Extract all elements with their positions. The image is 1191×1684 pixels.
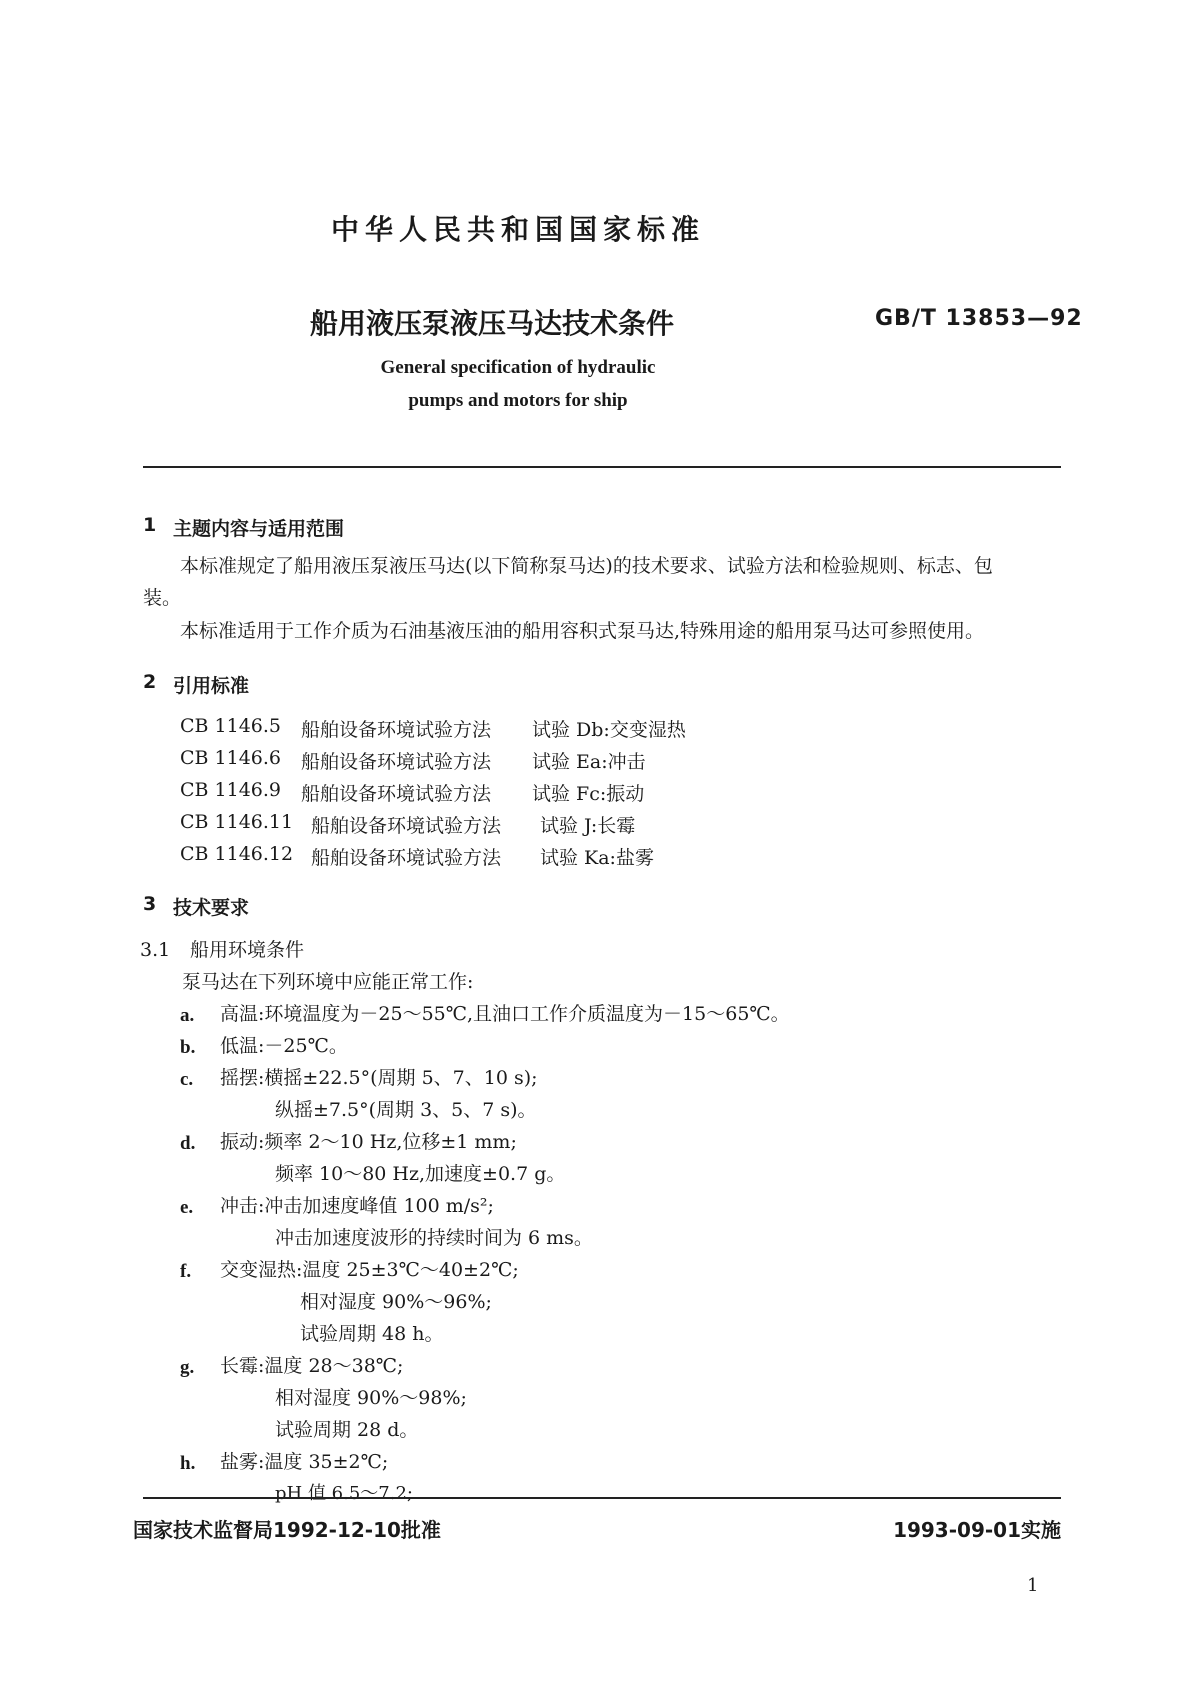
item-h-line-2: pH 值 6.5～7.2; <box>275 1483 413 1504</box>
reference-row <box>180 811 740 837</box>
item-a-line-1: 高温:环境温度为－25～55℃,且油口工作介质温度为－15～65℃。 <box>220 1003 790 1025</box>
reference-name: 船舶设备环境试验方法 <box>301 783 492 805</box>
item-letter-e: e. <box>180 1197 194 1218</box>
header-divider <box>143 466 1061 468</box>
section-3-heading <box>143 893 443 919</box>
reference-name: 船舶设备环境试验方法 <box>311 815 502 837</box>
reference-row <box>180 715 740 741</box>
subsection-3-1-number: 3.1 <box>140 939 171 961</box>
item-e-line-2: 冲击加速度波形的持续时间为 6 ms。 <box>275 1227 593 1249</box>
item-letter-c: c. <box>180 1069 194 1090</box>
reference-name: 船舶设备环境试验方法 <box>311 847 502 869</box>
implementation-date: 1993-09-01实施 <box>893 1518 1061 1542</box>
english-title-line-2: pumps and motors for ship <box>408 390 628 411</box>
section-2-number: 2 <box>143 671 157 693</box>
doc-title: 船用液压泵液压马达技术条件 <box>310 307 675 340</box>
item-f-line-3: 试验周期 48 h。 <box>300 1323 444 1345</box>
subsection-3-1-heading <box>140 941 440 963</box>
approval-statement: 国家技术监督局1992-12-10批准 <box>133 1518 441 1542</box>
item-letter-b: b. <box>180 1037 196 1058</box>
item-d-line-1: 振动:频率 2～10 Hz,位移±1 mm; <box>220 1131 517 1153</box>
item-b-line-1: 低温:－25℃。 <box>220 1035 348 1057</box>
item-c-line-1: 摇摆:横摇±22.5°(周期 5、7、10 s); <box>220 1067 538 1089</box>
reference-code: CB 1146.6 <box>180 747 282 769</box>
reference-test: 试验 Ka:盐雾 <box>540 847 654 869</box>
reference-test: 试验 Db:交变湿热 <box>532 719 686 741</box>
reference-code: CB 1146.11 <box>180 811 294 833</box>
english-title-line-1: General specification of hydraulic <box>380 357 656 378</box>
item-g-line-1: 长霉:温度 28～38℃; <box>220 1355 404 1377</box>
section-1-paragraph-1-line-2: 装。 <box>143 587 182 609</box>
item-g-line-3: 试验周期 28 d。 <box>275 1419 419 1441</box>
item-h-line-1: 盐雾:温度 35±2℃; <box>220 1451 389 1473</box>
item-letter-h: h. <box>180 1453 196 1474</box>
reference-code: CB 1146.12 <box>180 843 294 865</box>
section-1-title: 主题内容与适用范围 <box>173 518 345 540</box>
reference-name: 船舶设备环境试验方法 <box>301 719 492 741</box>
item-d-line-2: 频率 10～80 Hz,加速度±0.7 g。 <box>275 1163 566 1185</box>
item-letter-d: d. <box>180 1133 196 1154</box>
reference-name: 船舶设备环境试验方法 <box>301 751 492 773</box>
reference-test: 试验 Ea:冲击 <box>532 751 646 773</box>
section-1-paragraph-2: 本标准适用于工作介质为石油基液压油的船用容积式泵马达,特殊用途的船用泵马达可参照使用。 <box>180 620 985 642</box>
page-number: 1 <box>1027 1575 1039 1596</box>
reference-row <box>180 747 740 773</box>
section-3-title: 技术要求 <box>173 897 250 919</box>
item-letter-a: a. <box>180 1005 195 1026</box>
subsection-3-1-intro: 泵马达在下列环境中应能正常工作: <box>182 971 474 993</box>
section-1-heading <box>143 514 543 540</box>
reference-test: 试验 Fc:振动 <box>532 783 645 805</box>
org-title: 中华人民共和国国家标准 <box>330 213 705 246</box>
section-1-paragraph-1-line-1: 本标准规定了船用液压泵液压马达(以下简称泵马达)的技术要求、试验方法和检验规则、标志、包 <box>180 555 993 577</box>
item-g-line-2: 相对湿度 90%～98%; <box>275 1387 467 1409</box>
subsection-3-1-title: 船用环境条件 <box>190 939 305 961</box>
reference-code: CB 1146.5 <box>180 715 282 737</box>
item-e-line-1: 冲击:冲击加速度峰值 100 m/s²; <box>220 1195 494 1217</box>
reference-code: CB 1146.9 <box>180 779 282 801</box>
footer-divider <box>143 1497 1061 1499</box>
reference-row <box>180 779 740 805</box>
section-1-number: 1 <box>143 514 157 536</box>
item-letter-f: f. <box>180 1261 192 1282</box>
item-f-line-2: 相对湿度 90%～96%; <box>300 1291 492 1313</box>
item-letter-g: g. <box>180 1357 195 1378</box>
section-2-title: 引用标准 <box>173 675 250 697</box>
section-3-number: 3 <box>143 893 157 915</box>
reference-row <box>180 843 740 869</box>
item-f-line-1: 交变湿热:温度 25±3℃～40±2℃; <box>220 1259 519 1281</box>
section-2-heading <box>143 671 443 697</box>
standard-number: GB/T 13853—92 <box>875 306 1083 331</box>
item-c-line-2: 纵摇±7.5°(周期 3、5、7 s)。 <box>275 1099 537 1121</box>
reference-test: 试验 J:长霉 <box>540 815 636 837</box>
